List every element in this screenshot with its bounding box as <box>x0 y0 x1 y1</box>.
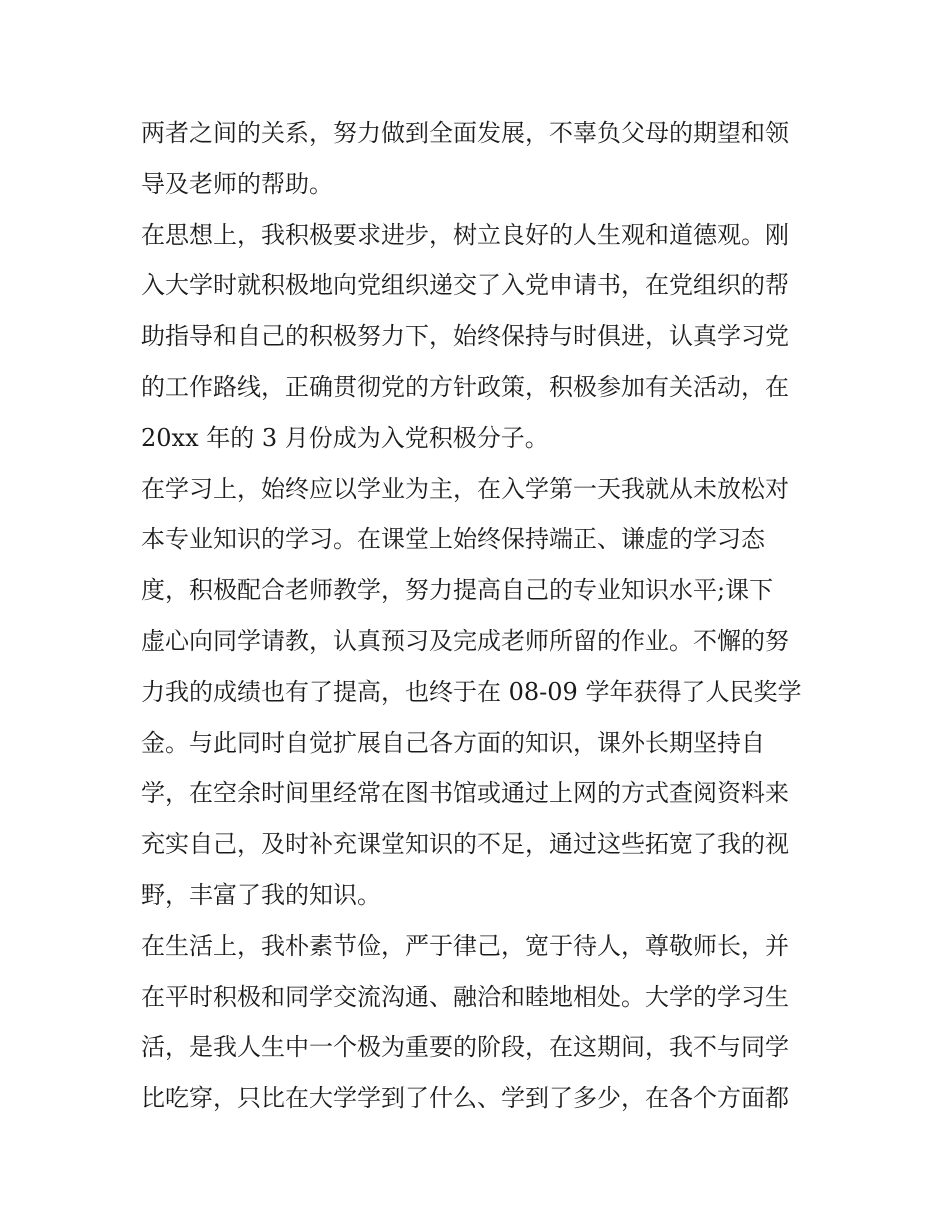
text-line: 入大学时就积极地向党组织递交了入党申请书，在党组织的帮 <box>141 271 789 300</box>
text-line: 在思想上，我积极要求进步，树立良好的人生观和道德观。刚 <box>141 220 789 249</box>
text-line: 在学习上，始终应以学业为主，在入学第一天我就从未放松对 <box>141 474 789 503</box>
text-line: 金。与此同时自觉扩展自己各方面的知识，课外长期坚持自 <box>141 728 765 757</box>
text-line: 在平时积极和同学交流沟通、融洽和睦地相处。大学的学习生 <box>141 982 789 1011</box>
text-line: 活，是我人生中一个极为重要的阶段，在这期间，我不与同学 <box>141 1033 789 1062</box>
text-line: 力我的成绩也有了提高，也终于在 08-09 学年获得了人民奖学 <box>141 677 802 706</box>
text-line: 两者之间的关系，努力做到全面发展，不辜负父母的期望和领 <box>141 119 789 147</box>
text-line: 助指导和自己的积极努力下，始终保持与时俱进，认真学习党 <box>141 322 789 351</box>
text-line: 导及老师的帮助。 <box>141 169 333 198</box>
text-line: 度，积极配合老师教学，努力提高自己的专业知识水平;课下 <box>141 576 774 605</box>
text-line: 学，在空余时间里经常在图书馆或通过上网的方式查阅资料来 <box>141 779 789 808</box>
text-line: 20xx 年的 3 月份成为入党积极分子。 <box>141 423 549 452</box>
text-line: 充实自己，及时补充课堂知识的不足，通过这些拓宽了我的视 <box>141 830 789 859</box>
text-line: 的工作路线，正确贯彻党的方针政策，积极参加有关活动，在 <box>141 372 789 401</box>
body-text <box>141 108 821 1124</box>
text-line: 在生活上，我朴素节俭，严于律己，宽于待人，尊敬师长，并 <box>141 931 789 960</box>
text-line: 本专业知识的学习。在课堂上始终保持端正、谦虚的学习态 <box>141 525 765 554</box>
text-line: 野，丰富了我的知识。 <box>141 880 381 909</box>
text-line: 比吃穿，只比在大学学到了什么、学到了多少，在各个方面都 <box>141 1084 789 1113</box>
text-line: 虚心向同学请教，认真预习及完成老师所留的作业。不懈的努 <box>141 626 789 655</box>
